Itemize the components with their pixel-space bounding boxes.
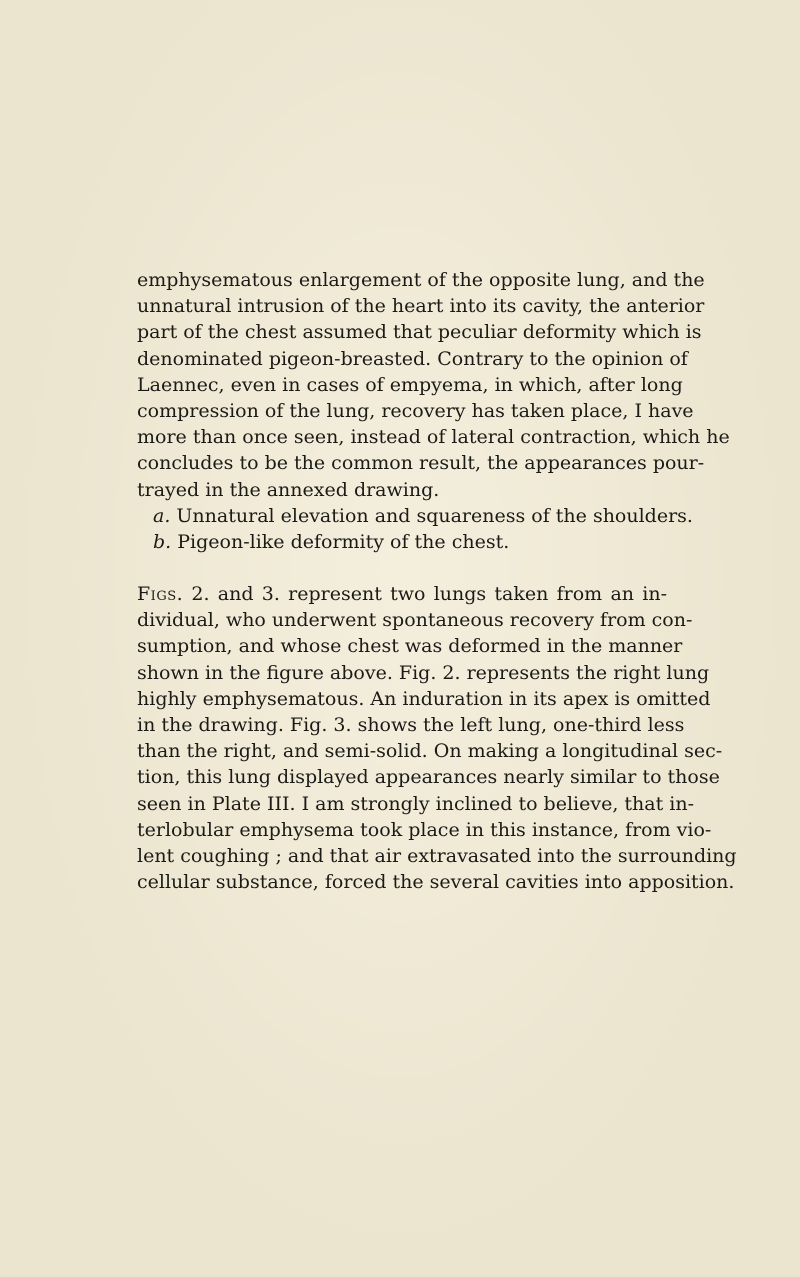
text-line: lent coughing ; and that air extravasated into the surrounding bbox=[137, 844, 737, 867]
legend-text-b: Pigeon-like deformity of the chest. bbox=[177, 530, 510, 553]
text-line: sumption, and whose chest was deformed in the manner bbox=[137, 635, 683, 658]
text-line: compression of the lung, recovery has taken place, I have bbox=[137, 399, 694, 422]
text-line: trayed in the annexed drawing. bbox=[137, 478, 440, 501]
text-line: more than once seen, instead of lateral contraction, which he bbox=[137, 426, 730, 449]
text-line: dividual, who underwent spontaneous recovery from con- bbox=[137, 609, 693, 632]
text-line: concludes to be the common result, the appearances pour- bbox=[137, 452, 705, 475]
legend-text-a: Unnatural elevation and squareness of the shoulders. bbox=[176, 504, 693, 527]
legend-item-b bbox=[137, 529, 667, 555]
text-line: part of the chest assumed that peculiar deformity which is bbox=[137, 321, 702, 344]
legend-letter-a: a. bbox=[153, 504, 171, 527]
text-line: highly emphysematous. An induration in its apex is omitted bbox=[137, 687, 711, 710]
legend-item-a bbox=[137, 503, 693, 529]
text-line: than the right, and semi-solid. On making a longitudinal sec- bbox=[137, 740, 723, 763]
figs-heading: Figs. bbox=[137, 583, 184, 605]
paragraph-figures bbox=[137, 581, 737, 895]
text-line: terlobular emphysema took place in this instance, from vio- bbox=[137, 818, 712, 841]
text-line: tion, this lung displayed appearances nearly similar to those bbox=[137, 766, 720, 789]
text-line-first bbox=[137, 581, 667, 607]
text-line: seen in Plate III. I am strongly inclined to believe, that in- bbox=[137, 792, 695, 815]
paragraph-deformity bbox=[137, 267, 730, 555]
text-line: denominated pigeon-breasted. Contrary to the opinion of bbox=[137, 347, 688, 370]
text-line: shown in the figure above. Fig. 2. represents the right lung bbox=[137, 661, 710, 684]
text-line: cellular substance, forced the several cavities into apposition. bbox=[137, 871, 735, 894]
text-line: Laennec, even in cases of empyema, in which, after long bbox=[137, 373, 683, 396]
legend-letter-b: b. bbox=[153, 530, 172, 553]
first-line-text: 2. and 3. represent two lungs taken from an in- bbox=[191, 583, 667, 605]
text-line: emphysematous enlargement of the opposite lung, and the bbox=[137, 269, 705, 291]
text-line: in the drawing. Fig. 3. shows the left lung, one-third less bbox=[137, 713, 685, 736]
text-line: unnatural intrusion of the heart into its cavity, the anterior bbox=[137, 295, 705, 318]
